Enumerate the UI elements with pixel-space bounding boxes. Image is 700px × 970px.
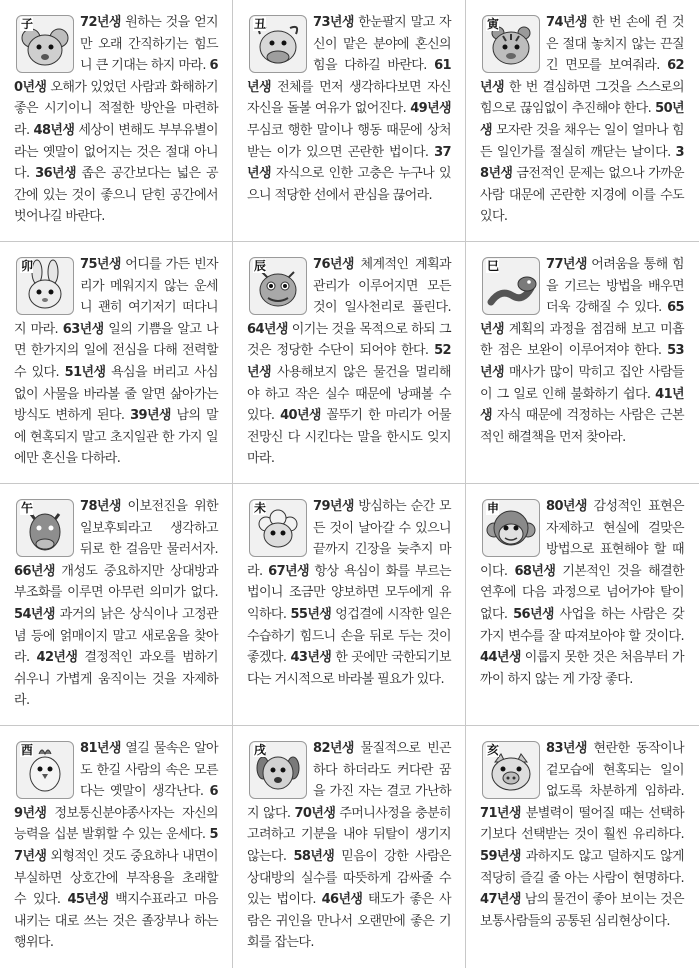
fortune-sentence: 전체를 먼저 생각하다보면 자신 자신을 돌볼 여유가 없어진다. bbox=[247, 79, 451, 117]
ox-icon bbox=[249, 15, 307, 73]
birth-year-label: 40년생 bbox=[280, 408, 321, 424]
fortune-sentence: 세상이 변해도 부부유별이라는 옛말이 없어지는 것은 절대 아니다. bbox=[14, 122, 218, 182]
fortune-sentence: 과거의 낡은 상식이나 고정관념 등에 얽매이지 말고 새로움을 찾아라. bbox=[14, 606, 218, 666]
fortune-sentence: 자식 때문에 걱정하는 사람은 근본적인 해결책을 먼저 찾아라. bbox=[480, 408, 684, 445]
birth-year-label: 73년생 bbox=[313, 15, 354, 30]
fortune-text bbox=[480, 254, 684, 448]
birth-year-label: 36년생 bbox=[35, 166, 76, 182]
fortune-sentence: 원하는 것을 얻지만 오래 간직하기는 힘드니 큰 기대는 하지 마라. bbox=[80, 15, 218, 74]
fortune-text bbox=[14, 12, 218, 228]
birth-year-label: 67년생 bbox=[268, 563, 309, 579]
fortune-sentence: 열길 물속은 알아도 한길 사람의 속은 모른다는 옛말이 생각난다. bbox=[80, 741, 218, 800]
fortune-sentence: 좁은 공간보다는 넓은 공간에 있는 것이 좋으니 닫힌 공간에서 벗어나길 바란다. bbox=[14, 166, 218, 225]
fortune-text bbox=[480, 738, 684, 932]
fortune-sentence: 남의 물건이 좋아 보이는 것은 보통사람들의 공통된 심리현상이다. bbox=[480, 892, 684, 929]
fortune-sentence: 오해가 있었던 사람과 화해하기 좋은 시기이니 적절한 방안을 마련하라. bbox=[14, 79, 218, 138]
birth-year-label: 46년생 bbox=[321, 892, 363, 908]
fortune-sentence: 사업을 하는 사람은 갖가지 변수를 잘 따져보아야 할 것이다. bbox=[480, 606, 684, 644]
birth-year-label: 54년생 bbox=[14, 606, 55, 622]
fortune-sentence: 결정적인 과오를 범하기 쉬우니 가볍게 움직이는 것을 자제하라. bbox=[14, 650, 218, 709]
birth-year-label: 61년생 bbox=[247, 58, 451, 95]
zodiac-fortune-cell bbox=[466, 484, 699, 726]
fortune-sentence: 분별력이 떨어질 때는 선택하기보다 선택받는 것이 훨씬 유리하다. bbox=[480, 805, 684, 843]
fortune-sentence: 계획의 과정을 점검해 보고 미흡한 점은 보완이 이루어져야 한다. bbox=[480, 321, 684, 359]
dragon-icon bbox=[249, 257, 307, 315]
zodiac-fortune-cell bbox=[466, 0, 699, 242]
birth-year-label: 82년생 bbox=[313, 741, 354, 756]
pig-icon bbox=[482, 741, 540, 799]
fortune-sentence: 어려움을 통해 힘을 기르는 방법을 배우면 더욱 강해질 수 있다. bbox=[546, 257, 684, 316]
fortune-sentence: 무심코 행한 말이나 행동 때문에 상처받는 이가 있으면 곤란한 법이다. bbox=[247, 122, 451, 160]
fortune-sentence: 현란한 동작이나 겉모습에 현혹되는 일이 없도록 차분하게 임하라. bbox=[546, 741, 684, 800]
rabbit-icon bbox=[16, 257, 74, 315]
fortune-sentence: 자식으로 인한 고충은 누구나 있으니 적당한 선에서 관심을 끊어라. bbox=[247, 166, 451, 203]
fortune-sentence: 과하지도 않고 덜하지도 않게 적당히 즐길 줄 아는 사람이 현명하다. bbox=[480, 848, 684, 886]
birth-year-label: 65년생 bbox=[480, 300, 684, 337]
birth-year-label: 58년생 bbox=[293, 848, 335, 864]
fortune-sentence: 개성도 중요하지만 상대방과 부조화를 이루면 아무런 의미가 없다. bbox=[14, 563, 218, 601]
fortune-sentence: 백지수표라고 마음 내키는 대로 쓰는 것은 졸장부나 하는 행위다. bbox=[14, 892, 218, 951]
fortune-sentence: 기본적인 것을 해결한 연후에 다음 과정으로 넘어가야 탈이 없다. bbox=[480, 563, 684, 622]
birth-year-label: 81년생 bbox=[80, 741, 121, 756]
fortune-sentence: 한 번 결심하면 그것을 스스로의 힘으로 끊임없이 추진해야 한다. bbox=[480, 79, 684, 117]
birth-year-label: 83년생 bbox=[546, 741, 587, 756]
birth-year-label: 64년생 bbox=[247, 321, 288, 337]
birth-year-label: 70년생 bbox=[294, 805, 336, 821]
zodiac-label: 卯 bbox=[21, 259, 33, 273]
fortune-sentence: 사용해보지 않은 물건을 멀리해야 하고 작은 실수 때문에 낭패볼 수 있다. bbox=[247, 364, 451, 424]
zodiac-label: 亥 bbox=[487, 743, 499, 757]
fortune-sentence: 이룹지 못한 것은 처음부터 가까이 하지 않는 게 가장 좋다. bbox=[480, 650, 684, 687]
fortune-sentence: 일의 기쁨을 알고 나면 한가지의 일에 전심을 다해 전력할 수 있다. bbox=[14, 321, 218, 380]
rooster-icon bbox=[16, 741, 74, 799]
fortune-sentence: 한눈팔지 말고 자신이 맡은 분야에 혼신의 힘을 다하길 바란다. bbox=[313, 15, 451, 74]
zodiac-label: 申 bbox=[487, 501, 499, 515]
birth-year-label: 62년생 bbox=[480, 58, 684, 95]
fortune-sentence: 감성적인 표현은 자제하고 현실에 걸맞은 방법으로 표현해야 할 때이다. bbox=[480, 499, 684, 579]
birth-year-label: 51년생 bbox=[64, 364, 106, 380]
birth-year-label: 78년생 bbox=[80, 499, 121, 514]
fortune-text bbox=[247, 738, 451, 954]
fortune-sentence: 이보전진을 위한 일보후퇴라고 생각하고 뒤로 한 걸음만 물러서자. bbox=[80, 499, 218, 558]
fortune-text bbox=[480, 496, 684, 690]
dog-icon bbox=[249, 741, 307, 799]
zodiac-fortune-cell bbox=[233, 726, 466, 968]
zodiac-label: 辰 bbox=[254, 259, 266, 273]
snake-icon bbox=[482, 257, 540, 315]
birth-year-label: 39년생 bbox=[130, 408, 171, 424]
birth-year-label: 56년생 bbox=[513, 606, 554, 622]
zodiac-label: 酉 bbox=[21, 743, 33, 757]
fortune-text bbox=[247, 254, 451, 470]
zodiac-fortune-cell bbox=[0, 726, 233, 968]
fortune-sentence: 체계적인 계획과 관리가 이루어지면 모든 것이 일사천리로 풀린다. bbox=[313, 257, 451, 316]
fortune-sentence: 항상 욕심이 화를 부르는 법이니 조금만 양보하면 모두에게 유익하다. bbox=[247, 563, 451, 622]
rat-icon bbox=[16, 15, 74, 73]
fortune-sentence: 방심하는 순간 모든 것이 날아갈 수 있으니 끝까지 긴장을 늦추지 마라. bbox=[247, 499, 451, 579]
birth-year-label: 66년생 bbox=[14, 563, 55, 579]
fortune-text bbox=[14, 496, 218, 712]
birth-year-label: 74년생 bbox=[546, 15, 587, 30]
zodiac-fortune-cell bbox=[466, 242, 699, 484]
monkey-icon bbox=[482, 499, 540, 557]
zodiac-label: 巳 bbox=[487, 259, 499, 273]
birth-year-label: 52년생 bbox=[247, 343, 451, 380]
horse-icon bbox=[16, 499, 74, 557]
fortune-sentence: 꼴뚜기 한 마리가 어물전망신 다 시킨다는 말을 한시도 잊지 마라. bbox=[247, 408, 451, 467]
zodiac-fortune-cell bbox=[233, 0, 466, 242]
birth-year-label: 79년생 bbox=[313, 499, 354, 514]
tiger-icon bbox=[482, 15, 540, 73]
fortune-sentence: 어디를 가든 빈자리가 메워지지 않는 운세니 괜히 여기저기 떠다니지 마라. bbox=[14, 257, 218, 337]
birth-year-label: 47년생 bbox=[480, 892, 521, 908]
zodiac-label: 戌 bbox=[254, 743, 266, 757]
birth-year-label: 71년생 bbox=[480, 805, 521, 821]
zodiac-fortune-cell bbox=[0, 242, 233, 484]
fortune-sentence: 정보통신분야종사자는 자신의 능력을 십분 발휘할 수 있는 운세다. bbox=[14, 805, 218, 843]
birth-year-label: 45년생 bbox=[67, 892, 109, 908]
birth-year-label: 69년생 bbox=[14, 784, 218, 821]
birth-year-label: 38년생 bbox=[480, 144, 684, 182]
birth-year-label: 63년생 bbox=[62, 321, 104, 337]
birth-year-label: 76년생 bbox=[313, 257, 354, 272]
fortune-sentence: 엉겁결에 시작한 일은 수습하기 힘드니 손을 뒤로 두는 것이 좋겠다. bbox=[247, 606, 451, 666]
zodiac-label: 午 bbox=[21, 501, 33, 515]
zodiac-label: 未 bbox=[254, 501, 266, 515]
birth-year-label: 42년생 bbox=[36, 650, 78, 666]
birth-year-label: 77년생 bbox=[546, 257, 587, 272]
fortune-text bbox=[247, 496, 451, 690]
birth-year-label: 72년생 bbox=[80, 15, 121, 30]
zodiac-fortune-cell bbox=[233, 242, 466, 484]
birth-year-label: 49년생 bbox=[410, 101, 451, 117]
birth-year-label: 53년생 bbox=[480, 343, 684, 380]
sheep-icon bbox=[249, 499, 307, 557]
zodiac-fortune-cell bbox=[0, 484, 233, 726]
birth-year-label: 48년생 bbox=[33, 122, 75, 138]
fortune-text bbox=[480, 12, 684, 228]
birth-year-label: 37년생 bbox=[247, 144, 451, 182]
zodiac-fortune-cell bbox=[0, 0, 233, 242]
fortune-sentence: 남의 말에 현혹되지 말고 초지일관 한 가지 일에만 혼신을 다하라. bbox=[14, 408, 218, 467]
zodiac-fortune-cell bbox=[466, 726, 699, 968]
birth-year-label: 57년생 bbox=[14, 827, 218, 864]
fortune-sentence: 금전적인 문제는 없으나 가까운 사람 대문에 곤란한 지경에 이를 수도 있다. bbox=[480, 166, 684, 225]
birth-year-label: 50년생 bbox=[480, 101, 684, 138]
fortune-sentence: 한 번 손에 쥔 것은 절대 놓치지 않는 끈질긴 면모를 보여줘라. bbox=[546, 15, 684, 74]
fortune-sentence: 욕심을 버리고 사심없이 사물을 바라볼 줄 알면 삶아가는 방식도 변하게 된다. bbox=[14, 364, 218, 424]
fortune-text bbox=[14, 738, 218, 954]
fortune-sentence: 한 곳에만 국한되기보다는 거시적으로 바라볼 필요가 있다. bbox=[247, 650, 451, 687]
zodiac-label: 丑 bbox=[254, 17, 266, 31]
birth-year-label: 59년생 bbox=[480, 848, 521, 864]
birth-year-label: 44년생 bbox=[480, 650, 521, 666]
birth-year-label: 80년생 bbox=[546, 499, 587, 514]
fortune-text bbox=[14, 254, 218, 470]
zodiac-fortune-cell bbox=[233, 484, 466, 726]
fortune-sentence: 외형적인 것도 중요하나 내면이 부실하면 상호간에 부작용을 초래할 수 있다. bbox=[14, 848, 218, 908]
fortune-sentence: 물질적으로 빈곤하다 하더라도 커다란 꿈을 가진 자는 결코 가난하지 않다. bbox=[247, 741, 451, 821]
fortune-sentence: 태도가 좋은 사람은 귀인을 만나서 오랜만에 좋은 기회를 잡는다. bbox=[247, 892, 451, 951]
birth-year-label: 68년생 bbox=[514, 563, 556, 579]
fortune-sentence: 주머니사정을 충분히 고려하고 기분을 내야 뒤탈이 생기지 않는다. bbox=[247, 805, 451, 864]
fortune-sentence: 이기는 것을 목적으로 하되 그것은 정당한 수단이 되어야 한다. bbox=[247, 321, 451, 359]
birth-year-label: 60년생 bbox=[14, 58, 218, 95]
birth-year-label: 75년생 bbox=[80, 257, 121, 272]
birth-year-label: 55년생 bbox=[290, 606, 332, 622]
birth-year-label: 41년생 bbox=[480, 386, 684, 424]
fortune-sentence: 매사가 많이 막히고 집안 사람들이 그 일로 인해 불화하기 쉽다. bbox=[480, 364, 684, 402]
zodiac-label: 寅 bbox=[487, 17, 499, 31]
birth-year-label: 43년생 bbox=[290, 650, 332, 666]
fortune-sentence: 모자란 것을 채우는 일이 얼마나 힘든 일인가를 절실히 깨닫는 날이다. bbox=[480, 122, 684, 160]
zodiac-label: 子 bbox=[21, 17, 33, 31]
fortune-sentence: 믿음이 강한 사람은 상대방의 실수를 따뜻하게 감싸줄 수 있는 법이다. bbox=[247, 848, 451, 908]
fortune-text bbox=[247, 12, 451, 206]
